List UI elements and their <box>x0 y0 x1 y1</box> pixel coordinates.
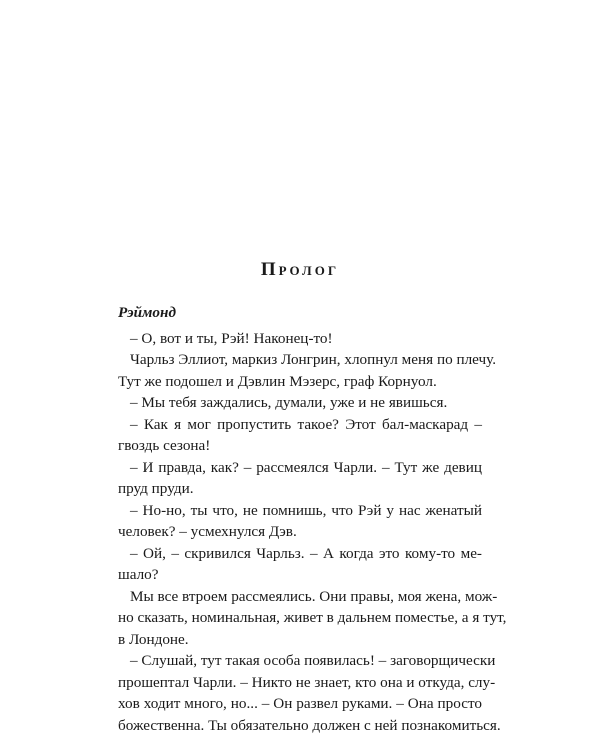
text-line: божественна. Ты обязательно должен с ней познакомиться. <box>118 716 501 734</box>
text-line: Тут же подошел и Дэвлин Мэзерс, граф Корнуол. <box>118 372 437 390</box>
paragraph <box>118 392 482 414</box>
section-heading: Рэймонд <box>118 304 176 321</box>
text-line: – Слушай, тут такая особа появилась! – заговорщически <box>130 652 496 669</box>
text-line: пруд пруди. <box>118 480 194 497</box>
paragraph-list <box>118 328 507 737</box>
text-line: хов ходит много, но... – Он развел руками. – Она просто <box>118 695 482 712</box>
text-line: Чарльз Эллиот, маркиз Лонгрин, хлопнул меня по плечу. <box>130 351 497 368</box>
text-line: гвоздь сезона! <box>118 437 211 454</box>
chapter-text <box>118 302 507 736</box>
chapter-title: Пролог <box>260 259 340 280</box>
paragraph <box>118 328 482 350</box>
text-line: Мы все втроем рассмеялись. Они правы, моя жена, мож- <box>130 587 498 605</box>
text-line: но сказать, номинальная, живет в дальнем поместье, а я тут, <box>118 609 507 626</box>
text-line: прошептал Чарли. – Никто не знает, кто она и откуда, слу- <box>118 673 496 691</box>
paragraph <box>118 414 482 457</box>
text-line: – Ой, – скривился Чарльз. – А когда это кому-то ме- <box>130 544 482 562</box>
paragraph <box>118 349 497 392</box>
paragraph <box>118 457 482 500</box>
text-line: – Но-но, ты что, не помнишь, что Рэй у нас женатый <box>130 501 482 519</box>
text-line: – И правда, как? – рассмеялся Чарли. – Тут же девиц <box>130 458 482 476</box>
paragraph <box>118 543 482 586</box>
paragraph <box>118 650 501 736</box>
paragraph <box>118 500 482 543</box>
text-line: – О, вот и ты, Рэй! Наконец-то! <box>130 329 333 347</box>
text-line: – Мы тебя заждались, думали, уже и не явишься. <box>130 394 448 411</box>
text-line: человек? – усмехнулся Дэв. <box>118 523 297 540</box>
text-line: шало? <box>118 566 159 583</box>
text-line: – Как я мог пропустить такое? Этот бал-маскарад – <box>130 415 482 433</box>
paragraph <box>118 586 507 651</box>
text-line: в Лондоне. <box>118 630 189 648</box>
